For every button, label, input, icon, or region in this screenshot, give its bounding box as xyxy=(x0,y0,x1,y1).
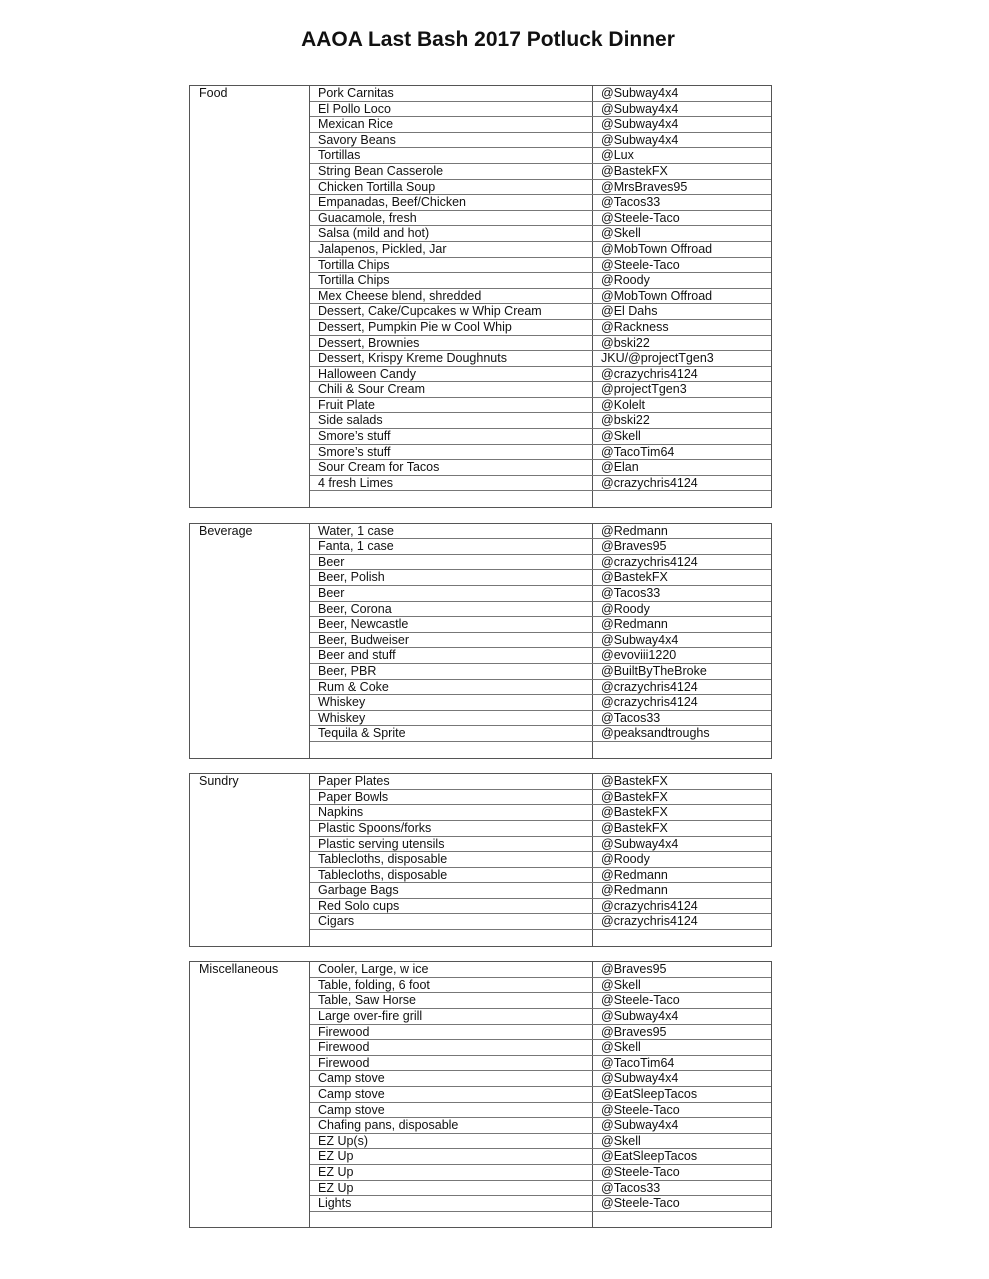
contributor-cell: @Steele-Taco xyxy=(601,1102,680,1117)
item-cell: 4 fresh Limes xyxy=(310,476,593,491)
contributor-cell: @crazychris4124 xyxy=(601,475,698,490)
table-row xyxy=(310,211,771,227)
contributor-cell: @crazychris4124 xyxy=(601,554,698,569)
table-row xyxy=(310,117,771,133)
contributor-cell xyxy=(593,1212,771,1228)
table-row xyxy=(310,790,771,806)
table-row xyxy=(310,726,771,742)
item-cell: Beer xyxy=(310,586,593,601)
item-cell: Tortilla Chips xyxy=(310,258,593,273)
table-row xyxy=(310,1149,771,1165)
contributor-cell: @Roody xyxy=(601,852,650,867)
contributor-cell: @projectTgen3 xyxy=(601,382,687,397)
table-row xyxy=(310,133,771,149)
table-row xyxy=(310,1196,771,1212)
item-cell: Smore’s stuff xyxy=(310,429,593,444)
item-cell: Smore’s stuff xyxy=(310,445,593,460)
item-cell: Jalapenos, Pickled, Jar xyxy=(310,242,593,257)
item-cell: EZ Up xyxy=(310,1165,593,1180)
item-cell: Large over-fire grill xyxy=(310,1009,593,1024)
table-row xyxy=(310,1165,771,1181)
item-cell: Pork Carnitas xyxy=(310,86,593,101)
item-cell: Chicken Tortilla Soup xyxy=(310,180,593,195)
item-cell: Plastic Spoons/forks xyxy=(310,821,593,836)
item-cell xyxy=(310,1212,593,1228)
item-cell: Sour Cream for Tacos xyxy=(310,460,593,475)
item-cell: Paper Bowls xyxy=(310,790,593,805)
table-row xyxy=(310,555,771,571)
contributor-cell: @Braves95 xyxy=(601,962,667,977)
table-row xyxy=(310,868,771,884)
section-gap xyxy=(189,507,772,523)
table-row xyxy=(310,1212,771,1228)
item-cell: Savory Beans xyxy=(310,133,593,148)
item-cell: Dessert, Pumpkin Pie w Cool Whip xyxy=(310,320,593,335)
table-row xyxy=(310,664,771,680)
item-cell: Table, Saw Horse xyxy=(310,993,593,1008)
section-food xyxy=(189,85,772,507)
table-row xyxy=(310,460,771,476)
table-row xyxy=(310,398,771,414)
item-cell xyxy=(310,930,593,946)
category-label: Food xyxy=(190,86,310,507)
contributor-cell: @Subway4x4 xyxy=(601,1118,679,1133)
contributor-cell: @TacoTim64 xyxy=(601,444,675,459)
contributor-cell: @Tacos33 xyxy=(601,710,661,725)
contributor-cell: @Subway4x4 xyxy=(601,1009,679,1024)
item-cell: Whiskey xyxy=(310,695,593,710)
contributor-cell: @Redmann xyxy=(601,617,668,632)
document-title: AAOA Last Bash 2017 Potluck Dinner xyxy=(301,28,675,51)
table-row xyxy=(310,1009,771,1025)
contributor-cell: @Rackness xyxy=(601,319,669,334)
contributor-cell: @MrsBraves95 xyxy=(601,179,688,194)
contributor-cell: @crazychris4124 xyxy=(601,679,698,694)
contributor-cell: @Skell xyxy=(601,1040,641,1055)
item-cell: Side salads xyxy=(310,413,593,428)
table-row xyxy=(310,86,771,102)
table-row xyxy=(310,899,771,915)
table-row xyxy=(310,320,771,336)
table-row xyxy=(310,539,771,555)
item-cell: Dessert, Cake/Cupcakes w Whip Cream xyxy=(310,304,593,319)
item-cell: Fanta, 1 case xyxy=(310,539,593,554)
contributor-cell: @Subway4x4 xyxy=(601,101,679,116)
item-cell: Paper Plates xyxy=(310,774,593,789)
table-row xyxy=(310,742,771,758)
item-cell: Tablecloths, disposable xyxy=(310,868,593,883)
table-row xyxy=(310,1181,771,1197)
table-row xyxy=(310,289,771,305)
potluck-table xyxy=(189,85,772,1228)
contributor-cell: @Subway4x4 xyxy=(601,86,679,100)
item-cell: Rum & Coke xyxy=(310,680,593,695)
item-cell: Chili & Sour Cream xyxy=(310,382,593,397)
item-rows xyxy=(310,774,771,946)
table-row xyxy=(310,1103,771,1119)
section-beverage xyxy=(189,523,772,758)
table-row xyxy=(310,570,771,586)
contributor-cell: @Braves95 xyxy=(601,1024,667,1039)
table-row xyxy=(310,445,771,461)
contributor-cell: @Skell xyxy=(601,977,641,992)
table-row xyxy=(310,633,771,649)
item-cell: Camp stove xyxy=(310,1071,593,1086)
contributor-cell: @Subway4x4 xyxy=(601,117,679,132)
contributor-cell: @Steele-Taco xyxy=(601,210,680,225)
contributor-cell: @bski22 xyxy=(601,335,650,350)
contributor-cell: @El Dahs xyxy=(601,304,658,319)
contributor-cell: @Kolelt xyxy=(601,397,645,412)
table-row xyxy=(310,1056,771,1072)
contributor-cell: @Subway4x4 xyxy=(601,836,679,851)
table-row xyxy=(310,1071,771,1087)
contributor-cell: @crazychris4124 xyxy=(601,914,698,929)
item-cell: Garbage Bags xyxy=(310,883,593,898)
contributor-cell: @Steele-Taco xyxy=(601,1196,680,1211)
contributor-cell: @Roody xyxy=(601,273,650,288)
table-row xyxy=(310,883,771,899)
contributor-cell: @Elan xyxy=(601,460,639,475)
table-row xyxy=(310,617,771,633)
item-cell: Tortillas xyxy=(310,148,593,163)
table-row xyxy=(310,695,771,711)
contributor-cell: @Redmann xyxy=(601,867,668,882)
item-rows xyxy=(310,962,771,1227)
contributor-cell: @MobTown Offroad xyxy=(601,288,713,303)
item-cell: Camp stove xyxy=(310,1103,593,1118)
item-cell: Napkins xyxy=(310,805,593,820)
contributor-cell: @Skell xyxy=(601,226,641,241)
category-label: Beverage xyxy=(190,524,310,758)
table-row xyxy=(310,1118,771,1134)
item-cell: Cigars xyxy=(310,914,593,929)
item-cell: Beer xyxy=(310,555,593,570)
contributor-cell: @peaksandtroughs xyxy=(601,726,710,741)
item-cell: Plastic serving utensils xyxy=(310,837,593,852)
item-cell: Tablecloths, disposable xyxy=(310,852,593,867)
item-cell: Table, folding, 6 foot xyxy=(310,978,593,993)
contributor-cell: @Braves95 xyxy=(601,539,667,554)
item-cell: Salsa (mild and hot) xyxy=(310,226,593,241)
table-row xyxy=(310,993,771,1009)
table-row xyxy=(310,258,771,274)
item-cell: Dessert, Brownies xyxy=(310,336,593,351)
contributor-cell: @Subway4x4 xyxy=(601,132,679,147)
item-cell: Beer, PBR xyxy=(310,664,593,679)
item-rows xyxy=(310,524,771,758)
contributor-cell: @BastekFX xyxy=(601,163,668,178)
item-cell: Mexican Rice xyxy=(310,117,593,132)
table-row xyxy=(310,429,771,445)
section-sundry xyxy=(189,773,772,946)
contributor-cell: @Steele-Taco xyxy=(601,257,680,272)
item-cell: EZ Up xyxy=(310,1181,593,1196)
table-row xyxy=(310,821,771,837)
item-cell: Firewood xyxy=(310,1040,593,1055)
contributor-cell xyxy=(593,742,771,758)
contributor-cell: @MobTown Offroad xyxy=(601,241,713,256)
table-row xyxy=(310,962,771,978)
contributor-cell: @Steele-Taco xyxy=(601,1164,680,1179)
contributor-cell: @Steele-Taco xyxy=(601,993,680,1008)
contributor-cell: @BastekFX xyxy=(601,774,668,789)
table-row xyxy=(310,978,771,994)
table-row xyxy=(310,102,771,118)
contributor-cell: @crazychris4124 xyxy=(601,898,698,913)
item-cell: EZ Up xyxy=(310,1149,593,1164)
table-row xyxy=(310,226,771,242)
contributor-cell: @crazychris4124 xyxy=(601,695,698,710)
item-rows xyxy=(310,86,771,507)
table-row xyxy=(310,304,771,320)
table-row xyxy=(310,491,771,507)
table-row xyxy=(310,413,771,429)
table-row xyxy=(310,164,771,180)
item-cell: Red Solo cups xyxy=(310,899,593,914)
contributor-cell: @Tacos33 xyxy=(601,586,661,600)
item-cell: El Pollo Loco xyxy=(310,102,593,117)
table-row xyxy=(310,1040,771,1056)
contributor-cell: @Subway4x4 xyxy=(601,1071,679,1086)
item-cell: EZ Up(s) xyxy=(310,1134,593,1149)
contributor-cell xyxy=(593,491,771,507)
table-row xyxy=(310,195,771,211)
contributor-cell: @BastekFX xyxy=(601,805,668,820)
table-row xyxy=(310,351,771,367)
table-row xyxy=(310,648,771,664)
contributor-cell: @TacoTim64 xyxy=(601,1055,675,1070)
section-gap xyxy=(189,758,772,774)
contributor-cell: @evoviii1220 xyxy=(601,648,677,663)
item-cell: Guacamole, fresh xyxy=(310,211,593,226)
item-cell: Chafing pans, disposable xyxy=(310,1118,593,1133)
contributor-cell: @Roody xyxy=(601,601,650,616)
item-cell: Beer and stuff xyxy=(310,648,593,663)
table-row xyxy=(310,476,771,492)
contributor-cell: @Redmann xyxy=(601,523,668,538)
contributor-cell: @Redmann xyxy=(601,883,668,898)
contributor-cell: @Lux xyxy=(601,148,634,163)
item-cell: Lights xyxy=(310,1196,593,1211)
item-cell: Beer, Budweiser xyxy=(310,633,593,648)
table-row xyxy=(310,680,771,696)
table-row xyxy=(310,180,771,196)
item-cell: Fruit Plate xyxy=(310,398,593,413)
table-row xyxy=(310,1087,771,1103)
contributor-cell: JKU/@projectTgen3 xyxy=(601,351,714,366)
table-row xyxy=(310,382,771,398)
item-cell: Tortilla Chips xyxy=(310,273,593,288)
category-label: Sundry xyxy=(190,774,310,946)
table-row xyxy=(310,602,771,618)
table-row xyxy=(310,148,771,164)
contributor-cell: @Tacos33 xyxy=(601,195,661,210)
item-cell: Water, 1 case xyxy=(310,524,593,539)
contributor-cell: @EatSleepTacos xyxy=(601,1149,698,1164)
item-cell: Beer, Polish xyxy=(310,570,593,585)
item-cell: Firewood xyxy=(310,1056,593,1071)
section-miscellaneous xyxy=(189,961,772,1228)
item-cell xyxy=(310,491,593,507)
table-row xyxy=(310,336,771,352)
contributor-cell: @BastekFX xyxy=(601,820,668,835)
item-cell: Beer, Corona xyxy=(310,602,593,617)
contributor-cell: @BastekFX xyxy=(601,789,668,804)
contributor-cell: @Tacos33 xyxy=(601,1180,661,1195)
contributor-cell: @crazychris4124 xyxy=(601,366,698,381)
contributor-cell: @BuiltByTheBroke xyxy=(601,663,707,678)
item-cell: Whiskey xyxy=(310,711,593,726)
table-row xyxy=(310,524,771,540)
item-cell: Dessert, Krispy Kreme Doughnuts xyxy=(310,351,593,366)
contributor-cell xyxy=(593,930,771,946)
section-gap xyxy=(189,946,772,962)
contributor-cell: @Skell xyxy=(601,429,641,444)
table-row xyxy=(310,914,771,930)
table-row xyxy=(310,805,771,821)
table-row xyxy=(310,1025,771,1041)
item-cell: Camp stove xyxy=(310,1087,593,1102)
contributor-cell: @Subway4x4 xyxy=(601,632,679,647)
category-label: Miscellaneous xyxy=(190,962,310,1227)
item-cell xyxy=(310,742,593,758)
item-cell: Firewood xyxy=(310,1025,593,1040)
table-row xyxy=(310,367,771,383)
item-cell: Mex Cheese blend, shredded xyxy=(310,289,593,304)
item-cell: Cooler, Large, w ice xyxy=(310,962,593,977)
contributor-cell: @BastekFX xyxy=(601,570,668,585)
table-row xyxy=(310,1134,771,1150)
item-cell: Tequila & Sprite xyxy=(310,726,593,741)
table-row xyxy=(310,273,771,289)
item-cell: Halloween Candy xyxy=(310,367,593,382)
table-row xyxy=(310,586,771,602)
item-cell: Beer, Newcastle xyxy=(310,617,593,632)
table-row xyxy=(310,242,771,258)
table-row xyxy=(310,852,771,868)
contributor-cell: @bski22 xyxy=(601,413,650,428)
item-cell: String Bean Casserole xyxy=(310,164,593,179)
table-row xyxy=(310,711,771,727)
table-row xyxy=(310,837,771,853)
contributor-cell: @Skell xyxy=(601,1133,641,1148)
table-row xyxy=(310,774,771,790)
contributor-cell: @EatSleepTacos xyxy=(601,1087,698,1101)
item-cell: Empanadas, Beef/Chicken xyxy=(310,195,593,210)
table-row xyxy=(310,930,771,946)
